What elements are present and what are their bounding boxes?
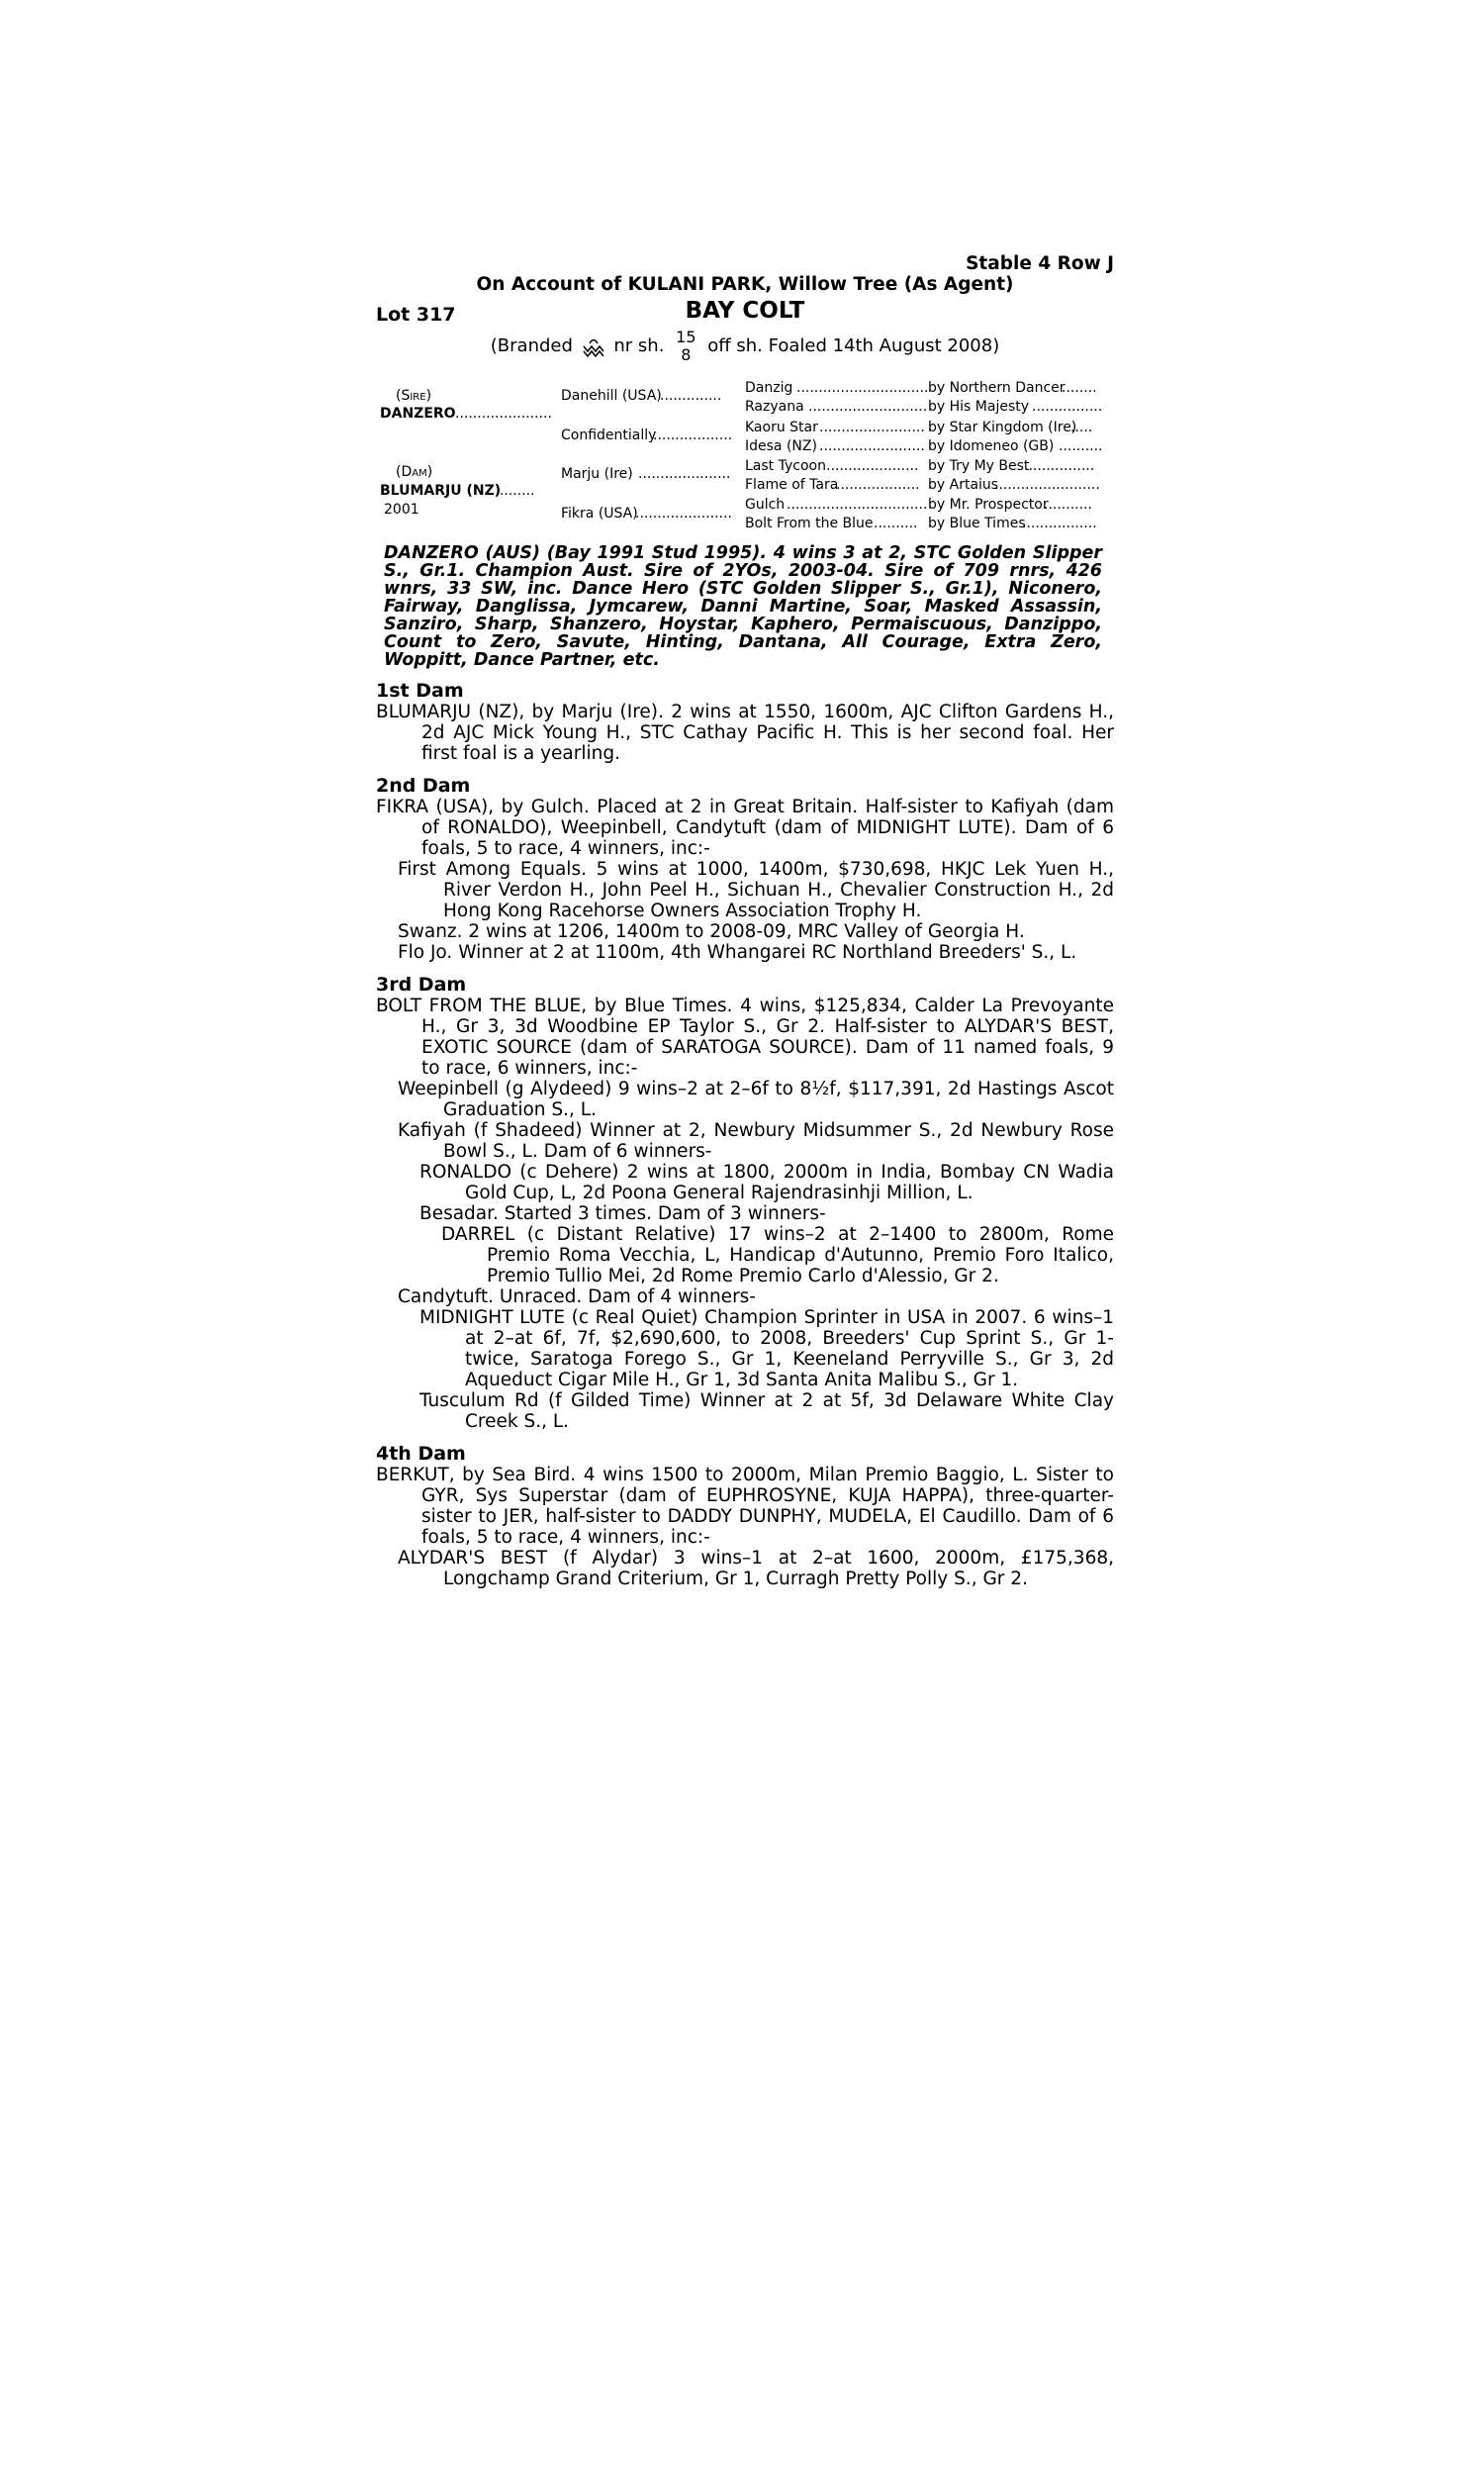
second-dam-text: FIKRA (USA), by Gulch. Placed at 2 in Great Britain. Half-sister to Kafiyah (dam of RONALDO), Weepinbell, Candytuft (dam of MIDNIGHT LUTE). Dam of 6 foals, 5 to race, 4 winners, inc:-	[376, 797, 1114, 859]
leader-dots: .....................	[826, 458, 919, 474]
leader-dots: ........................	[819, 438, 925, 454]
gen2-dam-sire: Marju (Ire)	[561, 466, 633, 482]
vendor-line: On Account of KULANI PARK, Willow Tree (As Agent)	[476, 274, 1014, 295]
leader-dots: ..............................	[796, 380, 929, 396]
gen4-2: by His Majesty	[928, 399, 1030, 415]
branded-prefix: (Branded	[490, 335, 573, 356]
fourth-dam-progeny-1: ALYDAR'S BEST (f Alydar) 3 wins–1 at 2–at 1600, 2000m, £175,368, Longchamp Grand Criterium, Gr 1, Curragh Pretty Polly S., Gr 2.	[398, 1548, 1114, 1589]
gen4-7: by Mr. Prospector	[928, 497, 1049, 513]
stable-location: Stable 4 Row J	[966, 253, 1114, 274]
gen4-4: by Idomeneo (GB)	[928, 438, 1055, 454]
leader-dots: ..............	[660, 388, 722, 404]
brand-line	[376, 329, 1114, 364]
leader-dots: .....................	[638, 466, 731, 482]
leader-dots: ..........	[491, 483, 535, 499]
third-dam-progeny-6: Candytuft. Unraced. Dam of 4 winners-	[398, 1286, 756, 1307]
third-dam-progeny-3: RONALDO (c Dehere) 2 wins at 1800, 2000m in India, Bombay CN Wadia Gold Cup, L, 2d Poona General Rajendrasinhji Million, L.	[419, 1162, 1114, 1203]
lot-number: Lot 317	[376, 304, 456, 326]
gen2-sire-dam: Confidentially	[561, 428, 657, 443]
leader-dots: ........	[1062, 380, 1097, 396]
third-dam-progeny-2: Kafiyah (f Shadeed) Winner at 2, Newbury Midsummer S., 2d Newbury Rose Bowl S., L. Dam of 6 winners-	[398, 1120, 1114, 1162]
branded-position: nr sh.	[613, 335, 665, 356]
fourth-dam-heading: 4th Dam	[376, 1443, 466, 1465]
leader-dots: ..........	[1059, 438, 1103, 454]
fourth-dam-text: BERKUT, by Sea Bird. 4 wins 1500 to 2000m, Milan Premio Baggio, L. Sister to GYR, Sys Superstar (dam of EUPHROSYNE, KUJA HAPPA), three-quarter-sister to JER, half-sister to DADDY DUNPHY, MUDELA, El Caudillo. Dam of 6 foals, 5 to race, 4 winners, inc:-	[376, 1465, 1114, 1548]
leader-dots: ......................	[455, 406, 552, 422]
brand-number-top: 15	[676, 328, 696, 346]
sire-summary: DANZERO (AUS) (Bay 1991 Stud 1995). 4 wins 3 at 2, STC Golden Slipper S., Gr.1. Champion Aust. Sire of 2YOs, 2003-04. Sire of 709 rnrs, 426 wnrs, 33 SW, inc. Dance Hero (STC Golden Slipper S., Gr.1), Niconero, Fairway, Danglissa, Jymcarew, Danni Martine, Soar, Masked Assassin, Sanziro, Sharp, Shanzero, Hoystar, Kaphero, Permaiscuous, Danzippo, Count to Zero, Savute, Hinting, Dantana, All Courage, Extra Zero, Woppitt, Dance Partner, etc.	[384, 543, 1102, 670]
leader-dots: ...................	[836, 477, 920, 493]
gen3-4: Idesa (NZ)	[745, 438, 817, 454]
first-dam-heading: 1st Dam	[376, 680, 464, 702]
lot-line	[376, 298, 1114, 329]
sire-name: DANZERO	[380, 406, 456, 422]
leader-dots: ................	[1024, 458, 1095, 474]
gen2-sire-sire: Danehill (USA)	[561, 388, 662, 404]
horse-description: BAY COLT	[685, 298, 805, 324]
gen4-8: by Blue Times	[928, 516, 1026, 531]
gen4-1: by Northern Dancer	[928, 380, 1066, 396]
brand-number-bottom: 8	[681, 345, 692, 364]
leader-dots: ...........	[1044, 497, 1092, 513]
third-dam-progeny-1: Weepinbell (g Alydeed) 9 wins–2 at 2–6f to 8½f, $117,391, 2d Hastings Ascot Graduation S., L.	[398, 1079, 1114, 1120]
gen4-6: by Artaius	[928, 477, 999, 493]
gen3-5: Last Tycoon	[745, 458, 826, 474]
brand-icon	[581, 335, 606, 357]
foaled-date: off sh. Foaled 14th August 2008)	[707, 335, 1000, 356]
third-dam-progeny-4: Besadar. Started 3 times. Dam of 3 winners-	[419, 1203, 826, 1224]
leader-dots: ........................	[819, 420, 925, 435]
sire-label: (Sire)	[396, 388, 432, 404]
gen2-dam-dam: Fikra (USA)	[561, 506, 638, 522]
third-dam-progeny-7: MIDNIGHT LUTE (c Real Quiet) Champion Sprinter in USA in 2007. 6 wins–1 at 2–at 6f, 7f, $2,690,600, to 2008, Breeders' Cup Sprint S., Gr 1-twice, Saratoga Forego S., Gr 1, Keeneland Perryville S., Gr 3, 2d Aqueduct Cigar Mile H., Gr 1, 3d Santa Anita Malibu S., Gr 1.	[419, 1307, 1114, 1390]
second-dam-progeny-1: First Among Equals. 5 wins at 1000, 1400m, $730,698, HKJC Lek Yuen H., River Verdon H., John Peel H., Sichuan H., Chevalier Construction H., 2d Hong Kong Racehorse Owners Association Trophy H.	[398, 859, 1114, 921]
leader-dots: .................	[1022, 516, 1097, 531]
third-dam-progeny-8: Tusculum Rd (f Gilded Time) Winner at 2 at 5f, 3d Delaware White Clay Creek S., L.	[419, 1390, 1114, 1432]
gen3-7: Gulch	[745, 497, 786, 513]
leader-dots: ................................	[787, 497, 928, 513]
gen3-2: Razyana	[745, 399, 804, 415]
leader-dots: ..................	[653, 428, 733, 443]
gen3-6: Flame of Tara	[745, 477, 839, 493]
leader-dots: ..........	[874, 516, 918, 531]
first-dam-text: BLUMARJU (NZ), by Marju (Ire). 2 wins at 1550, 1600m, AJC Clifton Gardens H., 2d AJC Mick Young H., STC Cathay Pacific H. This is her second foal. Her first foal is a yearling.	[376, 702, 1114, 764]
leader-dots: ......................	[635, 506, 732, 522]
third-dam-heading: 3rd Dam	[376, 974, 467, 996]
leader-dots: ........................	[994, 477, 1100, 493]
third-dam-text: BOLT FROM THE BLUE, by Blue Times. 4 wins, $125,834, Calder La Prevoyante H., Gr 3, 3d Woodbine EP Taylor S., Gr 2. Half-sister to ALYDAR'S BEST, EXOTIC SOURCE (dam of SARATOGA SOURCE). Dam of 11 named foals, 9 to race, 6 winners, inc:-	[376, 996, 1114, 1079]
leader-dots: ................	[1032, 399, 1103, 415]
pedigree-table	[376, 376, 1114, 534]
second-dam-progeny-2: Swanz. 2 wins at 1206, 1400m to 2008-09, MRC Valley of Georgia H.	[398, 921, 1025, 942]
dam-name: BLUMARJU (NZ)	[380, 483, 502, 499]
gen4-3: by Star Kingdom (Ire)	[928, 420, 1077, 435]
third-dam-progeny-5: DARREL (c Distant Relative) 17 wins–2 at 2–1400 to 2800m, Rome Premio Roma Vecchia, L, Handicap d'Autunno, Premio Foro Italico, Premio Tullio Mei, 2d Rome Premio Carlo d'Alessio, Gr 2.	[441, 1224, 1114, 1286]
second-dam-progeny-3: Flo Jo. Winner at 2 at 1100m, 4th Whangarei RC Northland Breeders' S., L.	[398, 942, 1077, 963]
leader-dots: .....	[1070, 420, 1093, 435]
dam-foaled-year: 2001	[384, 502, 419, 518]
second-dam-heading: 2nd Dam	[376, 775, 471, 797]
catalogue-page	[376, 253, 1114, 1589]
gen3-8: Bolt From the Blue	[745, 516, 874, 531]
gen3-3: Kaoru Star	[745, 420, 818, 435]
brand-number	[676, 329, 696, 364]
gen4-5: by Try My Best	[928, 458, 1030, 474]
leader-dots: ...........................	[808, 399, 928, 415]
dam-label: (Dam)	[396, 464, 433, 480]
gen3-1: Danzig	[745, 380, 793, 396]
